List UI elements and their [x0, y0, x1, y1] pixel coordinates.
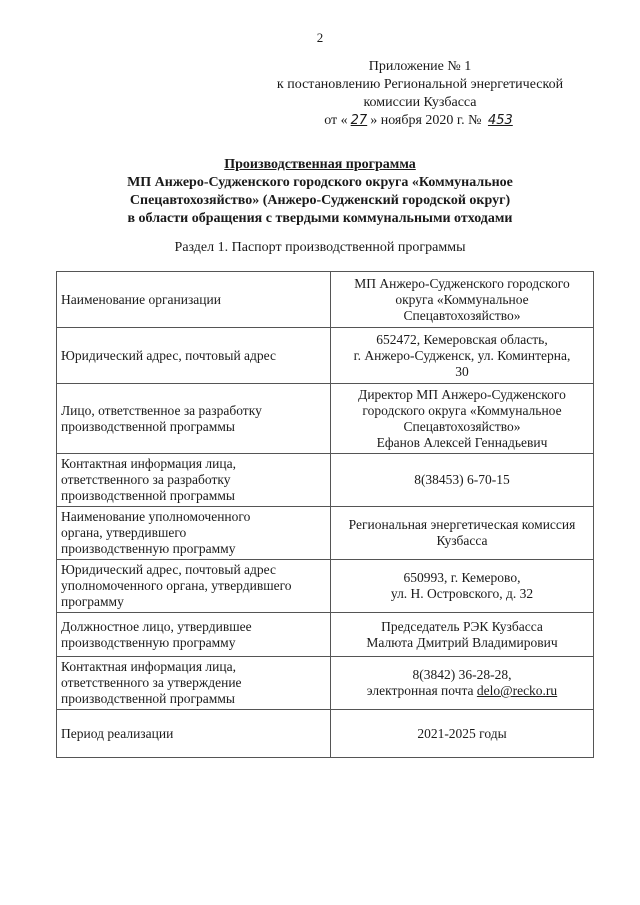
row-label	[57, 507, 331, 560]
label-line: ответственного за разработку	[61, 472, 231, 487]
label-line: производственной программы	[61, 488, 235, 503]
section-title: Раздел 1. Паспорт производственной программы	[174, 240, 466, 255]
label-line: Наименование уполномоченного	[61, 509, 251, 524]
row-value	[331, 272, 594, 328]
passport-table	[56, 271, 594, 758]
table-row	[57, 657, 594, 710]
label-line: производственную программу	[61, 541, 236, 556]
row-value	[331, 454, 594, 507]
label-line: производственной программы	[61, 418, 235, 434]
value-line: Председатель РЭК Кузбасса	[381, 618, 543, 634]
label-line: Период реализации	[61, 725, 174, 741]
value-line: 650993, г. Кемерово,	[403, 570, 521, 585]
row-value	[331, 710, 594, 758]
appendix-line-3: комиссии Кузбасса	[363, 95, 477, 110]
value-line: 30	[455, 363, 469, 379]
value-line: Директор МП Анжеро-Судженского	[358, 386, 566, 402]
table-row	[57, 560, 594, 613]
date-prefix: от «	[324, 113, 348, 128]
table-row	[57, 384, 594, 454]
table-row	[57, 507, 594, 560]
row-label	[57, 657, 331, 710]
row-value	[331, 560, 594, 613]
handwritten-number: 453	[487, 113, 513, 128]
label-line: Наименование организации	[61, 291, 221, 307]
table-row	[57, 710, 594, 758]
date-suffix: » ноября 2020 г. №	[370, 113, 482, 128]
value-line: г. Анжеро-Судженск, ул. Коминтерна,	[353, 347, 571, 363]
row-label	[57, 710, 331, 758]
label-line: уполномоченного органа, утвердившего	[61, 578, 292, 593]
appendix-header	[255, 58, 585, 130]
value-line: 2021-2025 годы	[417, 725, 507, 741]
row-label	[57, 328, 331, 384]
label-line: производственную программу	[61, 634, 236, 650]
program-title-line-1: Производственная программа	[224, 157, 416, 172]
value-line: городского округа «Коммунальное	[362, 402, 562, 418]
label-line: ответственного за утверждение	[61, 675, 242, 690]
label-line: Лицо, ответственное за разработку	[61, 402, 262, 418]
row-value	[331, 328, 594, 384]
value-line: Спецавтохозяйство»	[403, 418, 521, 434]
label-line: программу	[61, 594, 124, 609]
label-line: Должностное лицо, утвердившее	[61, 618, 252, 634]
label-line: Контактная информация лица,	[61, 456, 236, 471]
row-value	[331, 507, 594, 560]
row-value	[331, 613, 594, 657]
row-label	[57, 384, 331, 454]
table-row	[57, 272, 594, 328]
program-title-line-2: МП Анжеро-Судженского городского округа «Коммунальное	[127, 175, 513, 190]
value-line	[335, 683, 589, 699]
value-line: Спецавтохозяйство»	[403, 307, 521, 323]
value-line: 8(3842) 36-28-28,	[412, 667, 512, 682]
table-row	[57, 454, 594, 507]
email-link[interactable]: delo@recko.ru	[476, 683, 558, 698]
page-number: 2	[316, 30, 324, 45]
label-line: Юридический адрес, почтовый адрес	[61, 562, 276, 577]
appendix-line-2: к постановлению Региональной энергетической	[276, 77, 564, 92]
label-line: органа, утвердившего	[61, 525, 187, 540]
value-line: 8(38453) 6-70-15	[414, 472, 510, 487]
appendix-line-1: Приложение № 1	[368, 59, 472, 74]
value-line: округа «Коммунальное	[395, 291, 529, 307]
row-label	[57, 272, 331, 328]
label-line: Контактная информация лица,	[61, 659, 236, 674]
label-line: производственной программы	[61, 691, 235, 706]
value-line: МП Анжеро-Судженского городского	[354, 275, 570, 291]
program-title-line-4: в области обращения с твердыми коммунальными отходами	[127, 211, 513, 226]
value-line: Кузбасса	[436, 533, 488, 548]
row-label	[57, 560, 331, 613]
row-label	[57, 613, 331, 657]
row-label	[57, 454, 331, 507]
appendix-date-line	[255, 112, 585, 130]
table-row	[57, 328, 594, 384]
row-value	[331, 384, 594, 454]
value-line: ул. Н. Островского, д. 32	[390, 586, 534, 601]
table-row	[57, 613, 594, 657]
value-line: Малюта Дмитрий Владимирович	[366, 634, 558, 650]
value-line: 652472, Кемеровская область,	[376, 331, 548, 347]
value-line: Региональная энергетическая комиссия	[348, 517, 576, 532]
label-line: Юридический адрес, почтовый адрес	[61, 347, 276, 363]
program-title-line-3: Спецавтохозяйство» (Анжеро-Судженский городской округ)	[129, 193, 511, 208]
handwritten-day: 27	[350, 113, 368, 128]
row-value	[331, 657, 594, 710]
value-line: Ефанов Алексей Геннадьевич	[376, 434, 548, 450]
program-title	[90, 156, 550, 228]
email-prefix: электронная почта	[366, 683, 477, 698]
